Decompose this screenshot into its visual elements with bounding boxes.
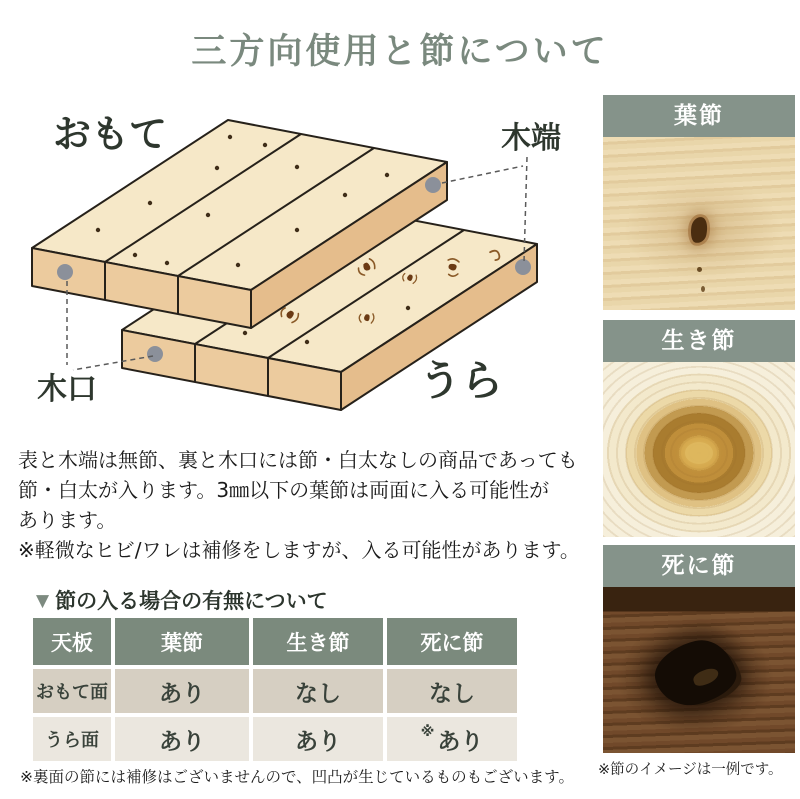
label-back: うら	[419, 356, 504, 405]
row-label-front: おもて面	[33, 669, 111, 713]
wood-diagram	[15, 95, 590, 443]
description-line: 表と木端は無節、裏と木口には節・白太なしの商品であっても	[18, 448, 578, 472]
knot-sample-card-shinibushi	[603, 545, 795, 753]
label-edge: 木端	[501, 121, 561, 156]
knot-table-title	[36, 585, 328, 615]
sample-caption: ※節のイメージは一例です。	[598, 762, 783, 778]
description-line: 節・白太が入ります。3㎜以下の葉節は両面に入る可能性が	[18, 478, 550, 502]
table-footnote: ※裏面の節には補修はございませんので、凹凸が生じているものもございます。	[20, 768, 574, 786]
cell-back-shinibushi: ※ あり	[387, 717, 517, 761]
card-band-habushi: 葉節	[603, 95, 795, 137]
card-band-shinibushi: 死に節	[603, 545, 795, 587]
cell-front-ikibushi: なし	[253, 669, 383, 713]
label-front: おもて	[53, 112, 168, 156]
header-cell-ikibushi: 生き節	[253, 618, 383, 665]
knot-sample-card-habushi	[603, 95, 795, 310]
dead-knot-mark	[649, 634, 742, 714]
page-title: 三方向使用と節について	[191, 32, 609, 72]
description-line: ※軽微なヒビ/ワレは補修をしますが、入る可能性があります。	[18, 538, 580, 562]
triangle-down-icon: ▼	[36, 591, 50, 611]
cell-back-ikibushi: あり	[253, 717, 383, 761]
leaf-knot-speck	[701, 286, 705, 292]
cell-back-habushi: あり	[115, 717, 249, 761]
front-panel-edge-dot	[425, 177, 441, 193]
card-band-ikibushi: 生き節	[603, 320, 795, 362]
cell-front-habushi: あり	[115, 669, 249, 713]
front-panel-end-grain-dot	[57, 264, 73, 280]
description-line: あります。	[18, 508, 117, 532]
header-cell-tenban: 天板	[33, 618, 111, 665]
knot-table	[33, 618, 517, 761]
row-label-back: うら面	[33, 717, 111, 761]
knot-sample-card-ikibushi	[603, 320, 795, 537]
leaf-knot-speck	[697, 267, 702, 272]
description-text	[18, 445, 596, 565]
header-cell-habushi: 葉節	[115, 618, 249, 665]
knot-photo-habushi	[603, 137, 795, 310]
header-cell-shinibushi: 死に節	[387, 618, 517, 665]
back-panel-end-grain-dot	[147, 346, 163, 362]
label-end-grain: 木口	[37, 372, 97, 407]
knot-photo-ikibushi	[603, 362, 795, 537]
knot-table-title-text: 節の入る場合の有無について	[55, 589, 328, 613]
asterisk-note-mark: ※	[420, 724, 435, 740]
knot-photo-shinibushi	[603, 587, 795, 753]
leaf-knot-mark	[689, 216, 708, 244]
cell-front-shinibushi: なし	[387, 669, 517, 713]
back-panel-edge-dot	[515, 259, 531, 275]
live-knot-center	[685, 442, 713, 464]
